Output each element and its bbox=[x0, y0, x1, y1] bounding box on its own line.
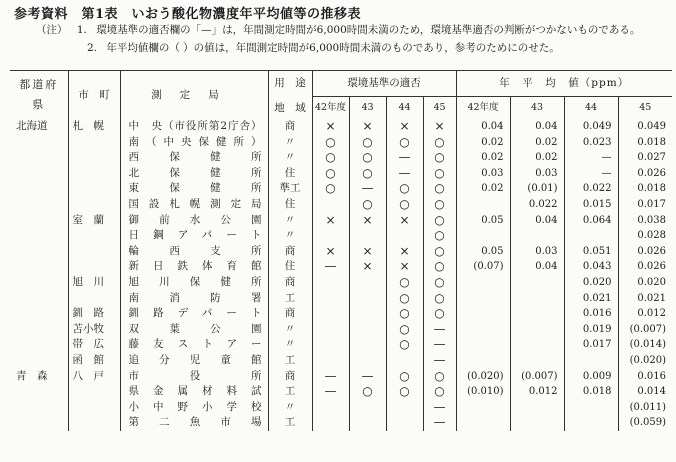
note-number: 1. bbox=[76, 24, 87, 36]
header-env-group: 環境基準の適否 bbox=[312, 71, 456, 97]
env-standard-cell: ○ bbox=[312, 166, 349, 182]
station-cell: 県金属材料試 bbox=[120, 384, 268, 400]
annual-average-cell: (0.010) bbox=[456, 384, 510, 400]
prefecture-cell bbox=[10, 415, 68, 431]
table-row bbox=[10, 369, 672, 385]
annual-average-cell: 0.03 bbox=[510, 244, 564, 260]
use-area-cell: 住 bbox=[268, 166, 312, 182]
town-cell bbox=[68, 166, 120, 182]
town-cell bbox=[68, 259, 120, 275]
annual-average-cell bbox=[456, 337, 510, 353]
env-standard-cell: × bbox=[386, 119, 423, 135]
table-row bbox=[10, 181, 672, 197]
use-area-cell: 商 bbox=[268, 119, 312, 135]
env-standard-cell bbox=[386, 415, 423, 431]
table-row bbox=[10, 244, 672, 260]
table-row bbox=[10, 213, 672, 229]
town-cell bbox=[68, 291, 120, 307]
env-standard-cell bbox=[349, 415, 386, 431]
env-standard-cell: × bbox=[312, 119, 349, 135]
env-standard-cell: ○ bbox=[423, 213, 456, 229]
annual-average-cell: 0.02 bbox=[456, 150, 510, 166]
annual-average-cell bbox=[456, 322, 510, 338]
station-cell: 市役所 bbox=[120, 369, 268, 385]
station-cell: 日鋼アパート bbox=[120, 228, 268, 244]
annual-average-cell: (0.059) bbox=[618, 415, 672, 431]
note-2 bbox=[81, 40, 560, 55]
town-cell bbox=[68, 228, 120, 244]
prefecture-cell bbox=[10, 400, 68, 416]
annual-average-cell: 0.021 bbox=[618, 291, 672, 307]
annual-average-cell bbox=[564, 400, 618, 416]
env-standard-cell bbox=[312, 306, 349, 322]
env-standard-cell: ○ bbox=[386, 384, 423, 400]
note-text: 環境基準の適否欄の「—」は，年間測定時間が6,000時間未満のため，環境基準適否の判断がつかないものである。 bbox=[96, 24, 641, 36]
env-standard-cell: — bbox=[423, 353, 456, 369]
env-standard-cell: — bbox=[423, 322, 456, 338]
env-standard-cell: × bbox=[386, 244, 423, 260]
use-area-cell: 〃 bbox=[268, 322, 312, 338]
table-row bbox=[10, 337, 672, 353]
annual-average-cell: 0.009 bbox=[564, 369, 618, 385]
annual-average-cell bbox=[456, 353, 510, 369]
annual-average-cell: 0.04 bbox=[456, 119, 510, 135]
annual-average-cell: (0.020) bbox=[618, 353, 672, 369]
use-area-cell: 工 bbox=[268, 384, 312, 400]
prefecture-cell bbox=[10, 166, 68, 182]
prefecture-cell bbox=[10, 291, 68, 307]
prefecture-cell bbox=[10, 228, 68, 244]
use-area-cell: 工 bbox=[268, 353, 312, 369]
table-row bbox=[10, 228, 672, 244]
env-standard-cell bbox=[312, 337, 349, 353]
annual-average-cell: 0.026 bbox=[618, 244, 672, 260]
annual-average-cell: 0.022 bbox=[510, 197, 564, 213]
station-cell: 東保健所 bbox=[120, 181, 268, 197]
env-standard-cell: ○ bbox=[423, 166, 456, 182]
town-cell: 苫小牧 bbox=[68, 322, 120, 338]
table-row bbox=[10, 291, 672, 307]
env-standard-cell: ○ bbox=[423, 384, 456, 400]
town-cell bbox=[68, 197, 120, 213]
prefecture-cell bbox=[10, 213, 68, 229]
annual-average-cell: 0.064 bbox=[564, 213, 618, 229]
station-cell: 双葉公園 bbox=[120, 322, 268, 338]
annual-average-cell: 0.020 bbox=[564, 275, 618, 291]
env-standard-cell bbox=[312, 353, 349, 369]
table-row bbox=[10, 259, 672, 275]
note-text: 年平均値欄の（ ）の値は，年間測定時間が6,000時間未満のものであり，参考のためにのせた。 bbox=[106, 42, 560, 54]
table-row bbox=[10, 150, 672, 166]
env-standard-cell: ○ bbox=[349, 197, 386, 213]
annual-average-cell: 0.049 bbox=[618, 119, 672, 135]
header-env-year: 45 bbox=[423, 97, 456, 120]
town-cell: 旭 川 bbox=[68, 275, 120, 291]
header-use-bottom: 地 域 bbox=[268, 97, 312, 120]
town-cell bbox=[68, 181, 120, 197]
annual-average-cell: 0.020 bbox=[618, 275, 672, 291]
annual-average-cell bbox=[456, 275, 510, 291]
station-cell: 北保健所 bbox=[120, 166, 268, 182]
table-row bbox=[10, 353, 672, 369]
env-standard-cell: ○ bbox=[312, 150, 349, 166]
use-area-cell: 準工 bbox=[268, 181, 312, 197]
env-standard-cell: ○ bbox=[349, 150, 386, 166]
env-standard-cell: ○ bbox=[423, 244, 456, 260]
annual-average-cell: 0.03 bbox=[510, 166, 564, 182]
env-standard-cell: ○ bbox=[386, 369, 423, 385]
env-standard-cell: × bbox=[349, 213, 386, 229]
env-standard-cell: × bbox=[312, 244, 349, 260]
table-row bbox=[10, 135, 672, 151]
annual-average-cell: 0.02 bbox=[456, 135, 510, 151]
table-row bbox=[10, 119, 672, 135]
station-cell: 南消防署 bbox=[120, 291, 268, 307]
town-cell bbox=[68, 384, 120, 400]
annual-average-cell: (0.007) bbox=[618, 322, 672, 338]
env-standard-cell: ○ bbox=[386, 275, 423, 291]
annual-average-cell: 0.027 bbox=[618, 150, 672, 166]
env-standard-cell: ○ bbox=[423, 291, 456, 307]
header-env-year: 43 bbox=[349, 97, 386, 120]
annual-average-cell bbox=[510, 228, 564, 244]
env-standard-cell: ○ bbox=[349, 135, 386, 151]
annual-average-cell: 0.02 bbox=[510, 135, 564, 151]
env-standard-cell: — bbox=[312, 259, 349, 275]
table-row bbox=[10, 197, 672, 213]
annual-average-cell bbox=[510, 291, 564, 307]
prefecture-cell bbox=[10, 197, 68, 213]
station-cell: 御前水公園 bbox=[120, 213, 268, 229]
annual-average-cell: (0.07) bbox=[456, 259, 510, 275]
env-standard-cell: ○ bbox=[423, 275, 456, 291]
prefecture-cell: 青 森 bbox=[16, 369, 48, 382]
annual-average-cell: 0.028 bbox=[618, 228, 672, 244]
env-standard-cell bbox=[312, 275, 349, 291]
env-standard-cell bbox=[349, 228, 386, 244]
annual-average-cell: 0.04 bbox=[510, 259, 564, 275]
table-row bbox=[10, 306, 672, 322]
annual-average-cell: 0.012 bbox=[510, 384, 564, 400]
annual-average-cell bbox=[564, 353, 618, 369]
annual-average-cell: 0.018 bbox=[618, 181, 672, 197]
station-cell: 中 央（市役所第2庁舎） bbox=[120, 119, 268, 135]
header-use-top: 用 途 bbox=[268, 71, 312, 97]
env-standard-cell bbox=[386, 400, 423, 416]
annual-average-cell: 0.014 bbox=[618, 384, 672, 400]
env-standard-cell: ○ bbox=[423, 150, 456, 166]
env-standard-cell: ○ bbox=[423, 228, 456, 244]
annual-average-cell: 0.051 bbox=[564, 244, 618, 260]
env-standard-cell: — bbox=[423, 337, 456, 353]
station-cell: 南（中央保健所） bbox=[120, 135, 268, 151]
prefecture-cell bbox=[10, 384, 68, 400]
annual-average-cell: 0.04 bbox=[510, 119, 564, 135]
prefecture-cell: 北海道 bbox=[16, 120, 48, 132]
env-standard-cell bbox=[349, 291, 386, 307]
header-env-year: 44 bbox=[386, 97, 423, 120]
annual-average-cell: 0.02 bbox=[456, 181, 510, 197]
env-standard-cell: × bbox=[386, 213, 423, 229]
station-cell: 旭川保健所 bbox=[120, 275, 268, 291]
use-area-cell: 〃 bbox=[268, 400, 312, 416]
annual-average-cell: 0.038 bbox=[618, 213, 672, 229]
prefecture-cell bbox=[10, 150, 68, 166]
town-cell bbox=[68, 244, 120, 260]
env-standard-cell: — bbox=[386, 166, 423, 182]
town-cell bbox=[68, 150, 120, 166]
annual-average-cell: 0.022 bbox=[564, 181, 618, 197]
annual-average-cell: 0.02 bbox=[510, 150, 564, 166]
use-area-cell: 〃 bbox=[268, 337, 312, 353]
table-row bbox=[10, 275, 672, 291]
env-standard-cell: ○ bbox=[386, 197, 423, 213]
prefecture-cell bbox=[10, 275, 68, 291]
env-standard-cell: — bbox=[423, 415, 456, 431]
town-cell bbox=[68, 400, 120, 416]
table-row bbox=[10, 166, 672, 182]
env-standard-cell bbox=[349, 337, 386, 353]
env-standard-cell: × bbox=[312, 213, 349, 229]
use-area-cell: 住 bbox=[268, 197, 312, 213]
table-row bbox=[10, 400, 672, 416]
prefecture-cell bbox=[10, 244, 68, 260]
env-standard-cell: ○ bbox=[386, 322, 423, 338]
env-standard-cell: ○ bbox=[349, 166, 386, 182]
env-standard-cell: ○ bbox=[423, 135, 456, 151]
prefecture-cell bbox=[10, 306, 68, 322]
annual-average-cell: 0.05 bbox=[456, 244, 510, 260]
annual-average-cell: (0.007) bbox=[510, 369, 564, 385]
env-standard-cell: ○ bbox=[386, 337, 423, 353]
env-standard-cell: — bbox=[312, 384, 349, 400]
env-standard-cell bbox=[386, 353, 423, 369]
annual-average-cell bbox=[456, 400, 510, 416]
env-standard-cell bbox=[349, 275, 386, 291]
annual-average-cell: (0.011) bbox=[618, 400, 672, 416]
annual-average-cell bbox=[456, 306, 510, 322]
use-area-cell: 商 bbox=[268, 244, 312, 260]
station-cell: 藤友ストアー bbox=[120, 337, 268, 353]
env-standard-cell bbox=[312, 322, 349, 338]
annual-average-cell bbox=[456, 228, 510, 244]
annual-average-cell: — bbox=[564, 166, 618, 182]
town-cell: 室 蘭 bbox=[68, 213, 120, 229]
annual-average-cell: 0.019 bbox=[564, 322, 618, 338]
annual-average-cell bbox=[456, 291, 510, 307]
use-area-cell: 工 bbox=[268, 291, 312, 307]
annual-average-cell: 0.018 bbox=[618, 135, 672, 151]
prefecture-cell bbox=[10, 353, 68, 369]
station-cell: 第二魚市場 bbox=[120, 415, 268, 431]
env-standard-cell: ○ bbox=[349, 384, 386, 400]
annual-average-cell bbox=[510, 415, 564, 431]
annual-average-cell bbox=[510, 353, 564, 369]
header-env-year: 42年度 bbox=[312, 97, 349, 120]
annual-average-cell bbox=[564, 415, 618, 431]
annual-average-cell: 0.016 bbox=[564, 306, 618, 322]
env-standard-cell: × bbox=[349, 119, 386, 135]
annual-average-cell: 0.017 bbox=[564, 337, 618, 353]
annual-average-cell: 0.012 bbox=[618, 306, 672, 322]
town-cell: 釧 路 bbox=[68, 306, 120, 322]
station-cell: 釧路デパート bbox=[120, 306, 268, 322]
env-standard-cell: — bbox=[312, 369, 349, 385]
annual-average-cell: 0.021 bbox=[564, 291, 618, 307]
town-cell: 函 館 bbox=[68, 353, 120, 369]
header-station: 測定局 bbox=[120, 71, 268, 120]
table-row bbox=[10, 415, 672, 431]
env-standard-cell bbox=[312, 197, 349, 213]
env-standard-cell: × bbox=[349, 244, 386, 260]
use-area-cell: 住 bbox=[268, 259, 312, 275]
header-town: 市 町 bbox=[68, 71, 120, 120]
annual-average-cell: 0.023 bbox=[564, 135, 618, 151]
env-standard-cell: — bbox=[386, 150, 423, 166]
annual-average-cell: — bbox=[564, 150, 618, 166]
annual-average-cell: 0.017 bbox=[618, 197, 672, 213]
env-standard-cell: ○ bbox=[423, 259, 456, 275]
annual-average-cell: 0.015 bbox=[564, 197, 618, 213]
env-standard-cell: ○ bbox=[386, 181, 423, 197]
env-standard-cell: ○ bbox=[423, 369, 456, 385]
header-avg-group: 年 平 均 値（ppm） bbox=[456, 71, 672, 97]
env-standard-cell: ○ bbox=[423, 306, 456, 322]
env-standard-cell bbox=[349, 400, 386, 416]
station-cell: 西保健所 bbox=[120, 150, 268, 166]
header-prefecture: 都道府県 bbox=[10, 71, 68, 120]
annual-average-cell: 0.043 bbox=[564, 259, 618, 275]
prefecture-cell bbox=[10, 337, 68, 353]
annual-average-cell: (0.01) bbox=[510, 181, 564, 197]
annual-average-cell: 0.03 bbox=[456, 166, 510, 182]
use-area-cell: 商 bbox=[268, 275, 312, 291]
env-standard-cell: × bbox=[423, 119, 456, 135]
prefecture-cell bbox=[10, 181, 68, 197]
note-mark: （注） bbox=[36, 24, 68, 36]
env-standard-cell: — bbox=[349, 369, 386, 385]
table-row bbox=[10, 384, 672, 400]
annual-average-cell: 0.05 bbox=[456, 213, 510, 229]
env-standard-cell: — bbox=[349, 181, 386, 197]
env-standard-cell bbox=[312, 228, 349, 244]
annual-average-cell bbox=[456, 197, 510, 213]
annual-average-cell bbox=[510, 275, 564, 291]
env-standard-cell: ○ bbox=[312, 135, 349, 151]
town-cell: 帯 広 bbox=[68, 337, 120, 353]
station-cell: 輪西支所 bbox=[120, 244, 268, 260]
station-cell: 国設札幌測定局 bbox=[120, 197, 268, 213]
use-area-cell: 〃 bbox=[268, 213, 312, 229]
header-avg-year: 43 bbox=[510, 97, 564, 120]
env-standard-cell bbox=[349, 306, 386, 322]
env-standard-cell bbox=[312, 291, 349, 307]
use-area-cell: 商 bbox=[268, 306, 312, 322]
env-standard-cell bbox=[386, 228, 423, 244]
env-standard-cell: × bbox=[386, 259, 423, 275]
sulfur-oxide-table bbox=[10, 70, 672, 431]
header-avg-year: 42年度 bbox=[456, 97, 510, 120]
annual-average-cell bbox=[510, 322, 564, 338]
annual-average-cell: 0.018 bbox=[564, 384, 618, 400]
annual-average-cell bbox=[510, 306, 564, 322]
env-standard-cell bbox=[349, 322, 386, 338]
env-standard-cell: ○ bbox=[312, 181, 349, 197]
station-cell: 追分児童館 bbox=[120, 353, 268, 369]
env-standard-cell: × bbox=[349, 259, 386, 275]
header-avg-year: 44 bbox=[564, 97, 618, 120]
town-cell bbox=[68, 415, 120, 431]
header-avg-year: 45 bbox=[618, 97, 672, 120]
town-cell bbox=[68, 135, 120, 151]
use-area-cell: 工 bbox=[268, 415, 312, 431]
env-standard-cell: ○ bbox=[386, 306, 423, 322]
use-area-cell: 〃 bbox=[268, 150, 312, 166]
prefecture-cell bbox=[10, 259, 68, 275]
use-area-cell: 商 bbox=[268, 369, 312, 385]
annual-average-cell bbox=[564, 228, 618, 244]
use-area-cell: 〃 bbox=[268, 228, 312, 244]
env-standard-cell bbox=[312, 415, 349, 431]
env-standard-cell: — bbox=[423, 400, 456, 416]
annual-average-cell: (0.020) bbox=[456, 369, 510, 385]
station-cell: 小中野小学校 bbox=[120, 400, 268, 416]
env-standard-cell bbox=[349, 353, 386, 369]
annual-average-cell: 0.016 bbox=[618, 369, 672, 385]
prefecture-cell bbox=[10, 135, 68, 151]
page-title: 参考資料 第1表 いおう酸化物濃度年平均値等の推移表 bbox=[14, 7, 362, 22]
table-body bbox=[10, 119, 672, 431]
annual-average-cell: 0.026 bbox=[618, 166, 672, 182]
env-standard-cell: ○ bbox=[386, 291, 423, 307]
prefecture-cell bbox=[10, 322, 68, 338]
town-cell: 八 戸 bbox=[68, 369, 120, 385]
env-standard-cell bbox=[312, 400, 349, 416]
town-cell: 札 幌 bbox=[68, 119, 120, 135]
env-standard-cell: ○ bbox=[386, 135, 423, 151]
station-cell: 新日鉄体育館 bbox=[120, 259, 268, 275]
note-1 bbox=[36, 22, 640, 37]
annual-average-cell: 0.049 bbox=[564, 119, 618, 135]
annual-average-cell: 0.04 bbox=[510, 213, 564, 229]
annual-average-cell: (0.014) bbox=[618, 337, 672, 353]
annual-average-cell: 0.026 bbox=[618, 259, 672, 275]
env-standard-cell: ○ bbox=[423, 181, 456, 197]
use-area-cell: 〃 bbox=[268, 135, 312, 151]
annual-average-cell bbox=[510, 337, 564, 353]
annual-average-cell bbox=[456, 415, 510, 431]
env-standard-cell: ○ bbox=[423, 197, 456, 213]
annual-average-cell bbox=[510, 400, 564, 416]
note-number: 2. bbox=[86, 42, 98, 54]
table-row bbox=[10, 322, 672, 338]
